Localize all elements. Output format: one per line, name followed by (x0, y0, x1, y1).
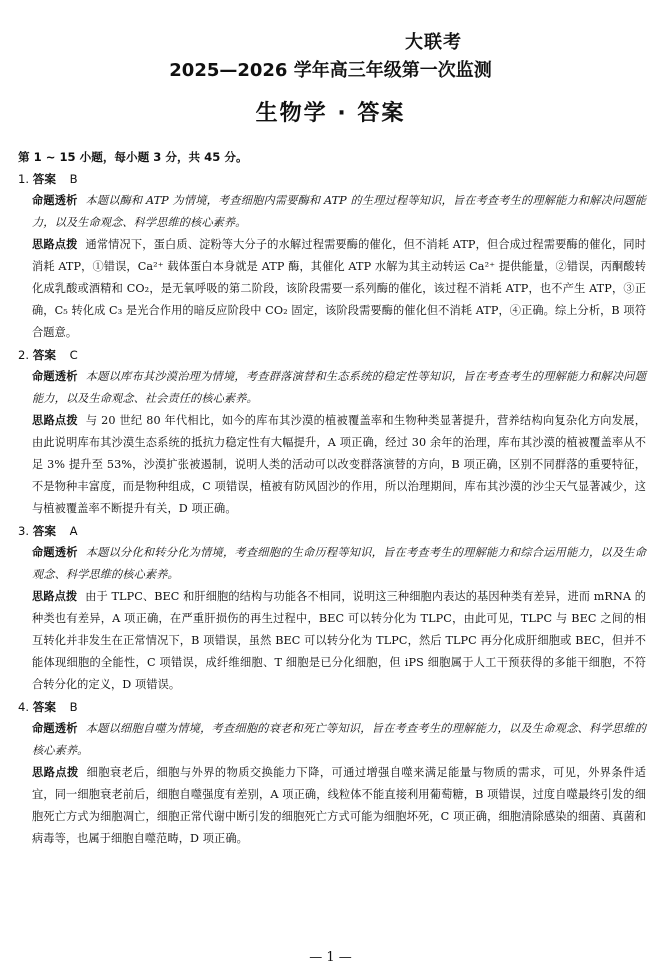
analysis-paragraph (18, 542, 646, 586)
analysis-paragraph (18, 718, 646, 762)
question-3 (18, 520, 646, 696)
hint-text: 与 20 世纪 80 年代相比，如今的库布其沙漠的植被覆盖率和生物种类显著提升，营养结构向复杂化方向发展，由此说明库布其沙漠生态系统的抵抗力稳定性有大幅提升，A 项正确，经过 30 余年的治理，库布其沙漠的植被覆盖率从不足 3% 提升至 53%，沙漠扩张被遏制，说明人类的活动可以改变群落演替的方向，B 项正确，区别不同群落的重要特征，不是物种丰富度，而是物种组成，C 项错误，植被有防风固沙的作用，所以治理期间，库布其沙漠的沙尘天气显著减少，这与植被覆盖率不断提升有关，D 项正确。 (32, 414, 646, 515)
hint-tag: 思路点拨 (32, 238, 78, 251)
subject-title: 生物学 · 答案 (255, 101, 406, 126)
question-number: 3. (18, 524, 30, 538)
hint-tag: 思路点拨 (32, 590, 78, 603)
hint-tag: 思路点拨 (32, 766, 79, 779)
question-1 (18, 168, 646, 344)
analysis-tag: 命题透析 (32, 370, 78, 383)
answer-line (18, 520, 646, 542)
hint-paragraph (18, 234, 646, 344)
answer-line (18, 696, 646, 718)
analysis-paragraph (18, 366, 646, 410)
answer-value: A (69, 524, 78, 538)
question-number: 1. (18, 172, 30, 186)
exam-title: 2025—2026 学年高三年级第一次监测 (169, 60, 492, 81)
question-2 (18, 344, 646, 520)
hint-text: 由于 TLPC、BEC 和肝细胞的结构与功能各不相同，说明这三种细胞内表达的基因种类有差异，进而 mRNA 的种类也有差异，A 项正确，在严重肝损伤的再生过程中，BEC 可以转分化为 TLPC，由此可见，TLPC 与 BEC 之间的相互转化并非发生在正常情况下，B 项错误，虽然 BEC 可以转分化为 TLPC，然后 TLPC 再分化成肝细胞或 BEC，但并不能体现细胞的全能性，C 项错误，成纤维细胞、T 细胞是已分化细胞，但 iPS 细胞属于人工干预获得的多能干细胞，不符合转分化的定义，D 项错误。 (32, 590, 646, 691)
answer-label: 答案 (32, 524, 56, 538)
question-number: 4. (18, 700, 30, 714)
hint-paragraph (18, 762, 646, 850)
answer-label: 答案 (32, 172, 56, 186)
section-intro: 第 1 ~ 15 小题，每小题 3 分，共 45 分。 (18, 150, 248, 164)
answer-value: B (69, 700, 78, 714)
analysis-tag: 命题透析 (32, 194, 78, 207)
hint-text: 通常情况下，蛋白质、淀粉等大分子的水解过程需要酶的催化，但不消耗 ATP，但合成过程需要酶的催化，同时消耗 ATP，①错误，Ca²⁺ 载体蛋白本身就是 ATP 酶，其催化 ATP 水解为其主动转运 Ca²⁺ 提供能量，②错误，丙酮酸转化成乳酸或酒精和 CO₂，是无氧呼吸的第二阶段，该阶段需要一系列酶的催化，该过程不消耗 ATP，也不产生 ATP，③正确，C₅ 转化成 C₃ 是光合作用的暗反应阶段中 CO₂ 固定，该阶段需要酶的催化但不消耗 ATP，④正确。综上分析，B 项符合题意。 (32, 238, 646, 339)
analysis-tag: 命题透析 (32, 722, 78, 735)
analysis-paragraph (18, 190, 646, 234)
answer-label: 答案 (32, 348, 56, 362)
hint-tag: 思路点拨 (32, 414, 78, 427)
hint-text: 细胞衰老后，细胞与外界的物质交换能力下降，可通过增强自噬来满足能量与物质的需求，可见，外界条件适宜，同一细胞衰老前后，细胞自噬强度有差别，A 项正确，线粒体不能直接利用葡萄糖，B 项错误，过度自噬最终引发的细胞死亡方式为细胞凋亡，细胞正常代谢中断引发的细胞死亡方式可能为细胞坏死，C 项正确，细胞清除感染的细菌、真菌和病毒等，也属于细胞自噬范畴，D 项正确。 (32, 766, 646, 845)
question-number: 2. (18, 348, 30, 362)
question-4 (18, 696, 646, 850)
brand-label: 大联考 (405, 32, 462, 53)
analysis-text: 本题以细胞自噬为情境，考查细胞的衰老和死亡等知识，旨在考查考生的理解能力，以及生命观念、科学思维的核心素养。 (32, 722, 646, 757)
answer-value: B (69, 172, 78, 186)
analysis-text: 本题以酶和 ATP 为情境，考查细胞内需要酶和 ATP 的生理过程等知识，旨在考查考生的理解能力和解决问题能力，以及生命观念、科学思维的核心素养。 (32, 194, 646, 229)
answer-content (18, 146, 646, 850)
analysis-text: 本题以库布其沙漠治理为情境，考查群落演替和生态系统的稳定性等知识，旨在考查考生的理解能力和解决问题能力，以及生命观念、社会责任的核心素养。 (32, 370, 646, 405)
hint-paragraph (18, 410, 646, 520)
answer-label: 答案 (32, 700, 56, 714)
page-number: — 1 — (309, 950, 352, 965)
hint-paragraph (18, 586, 646, 696)
answer-line (18, 344, 646, 366)
analysis-tag: 命题透析 (32, 546, 78, 559)
answer-line (18, 168, 646, 190)
analysis-text: 本题以分化和转分化为情境，考查细胞的生命历程等知识，旨在考查考生的理解能力和综合运用能力，以及生命观念、科学思维的核心素养。 (32, 546, 646, 581)
answer-value: C (69, 348, 78, 362)
